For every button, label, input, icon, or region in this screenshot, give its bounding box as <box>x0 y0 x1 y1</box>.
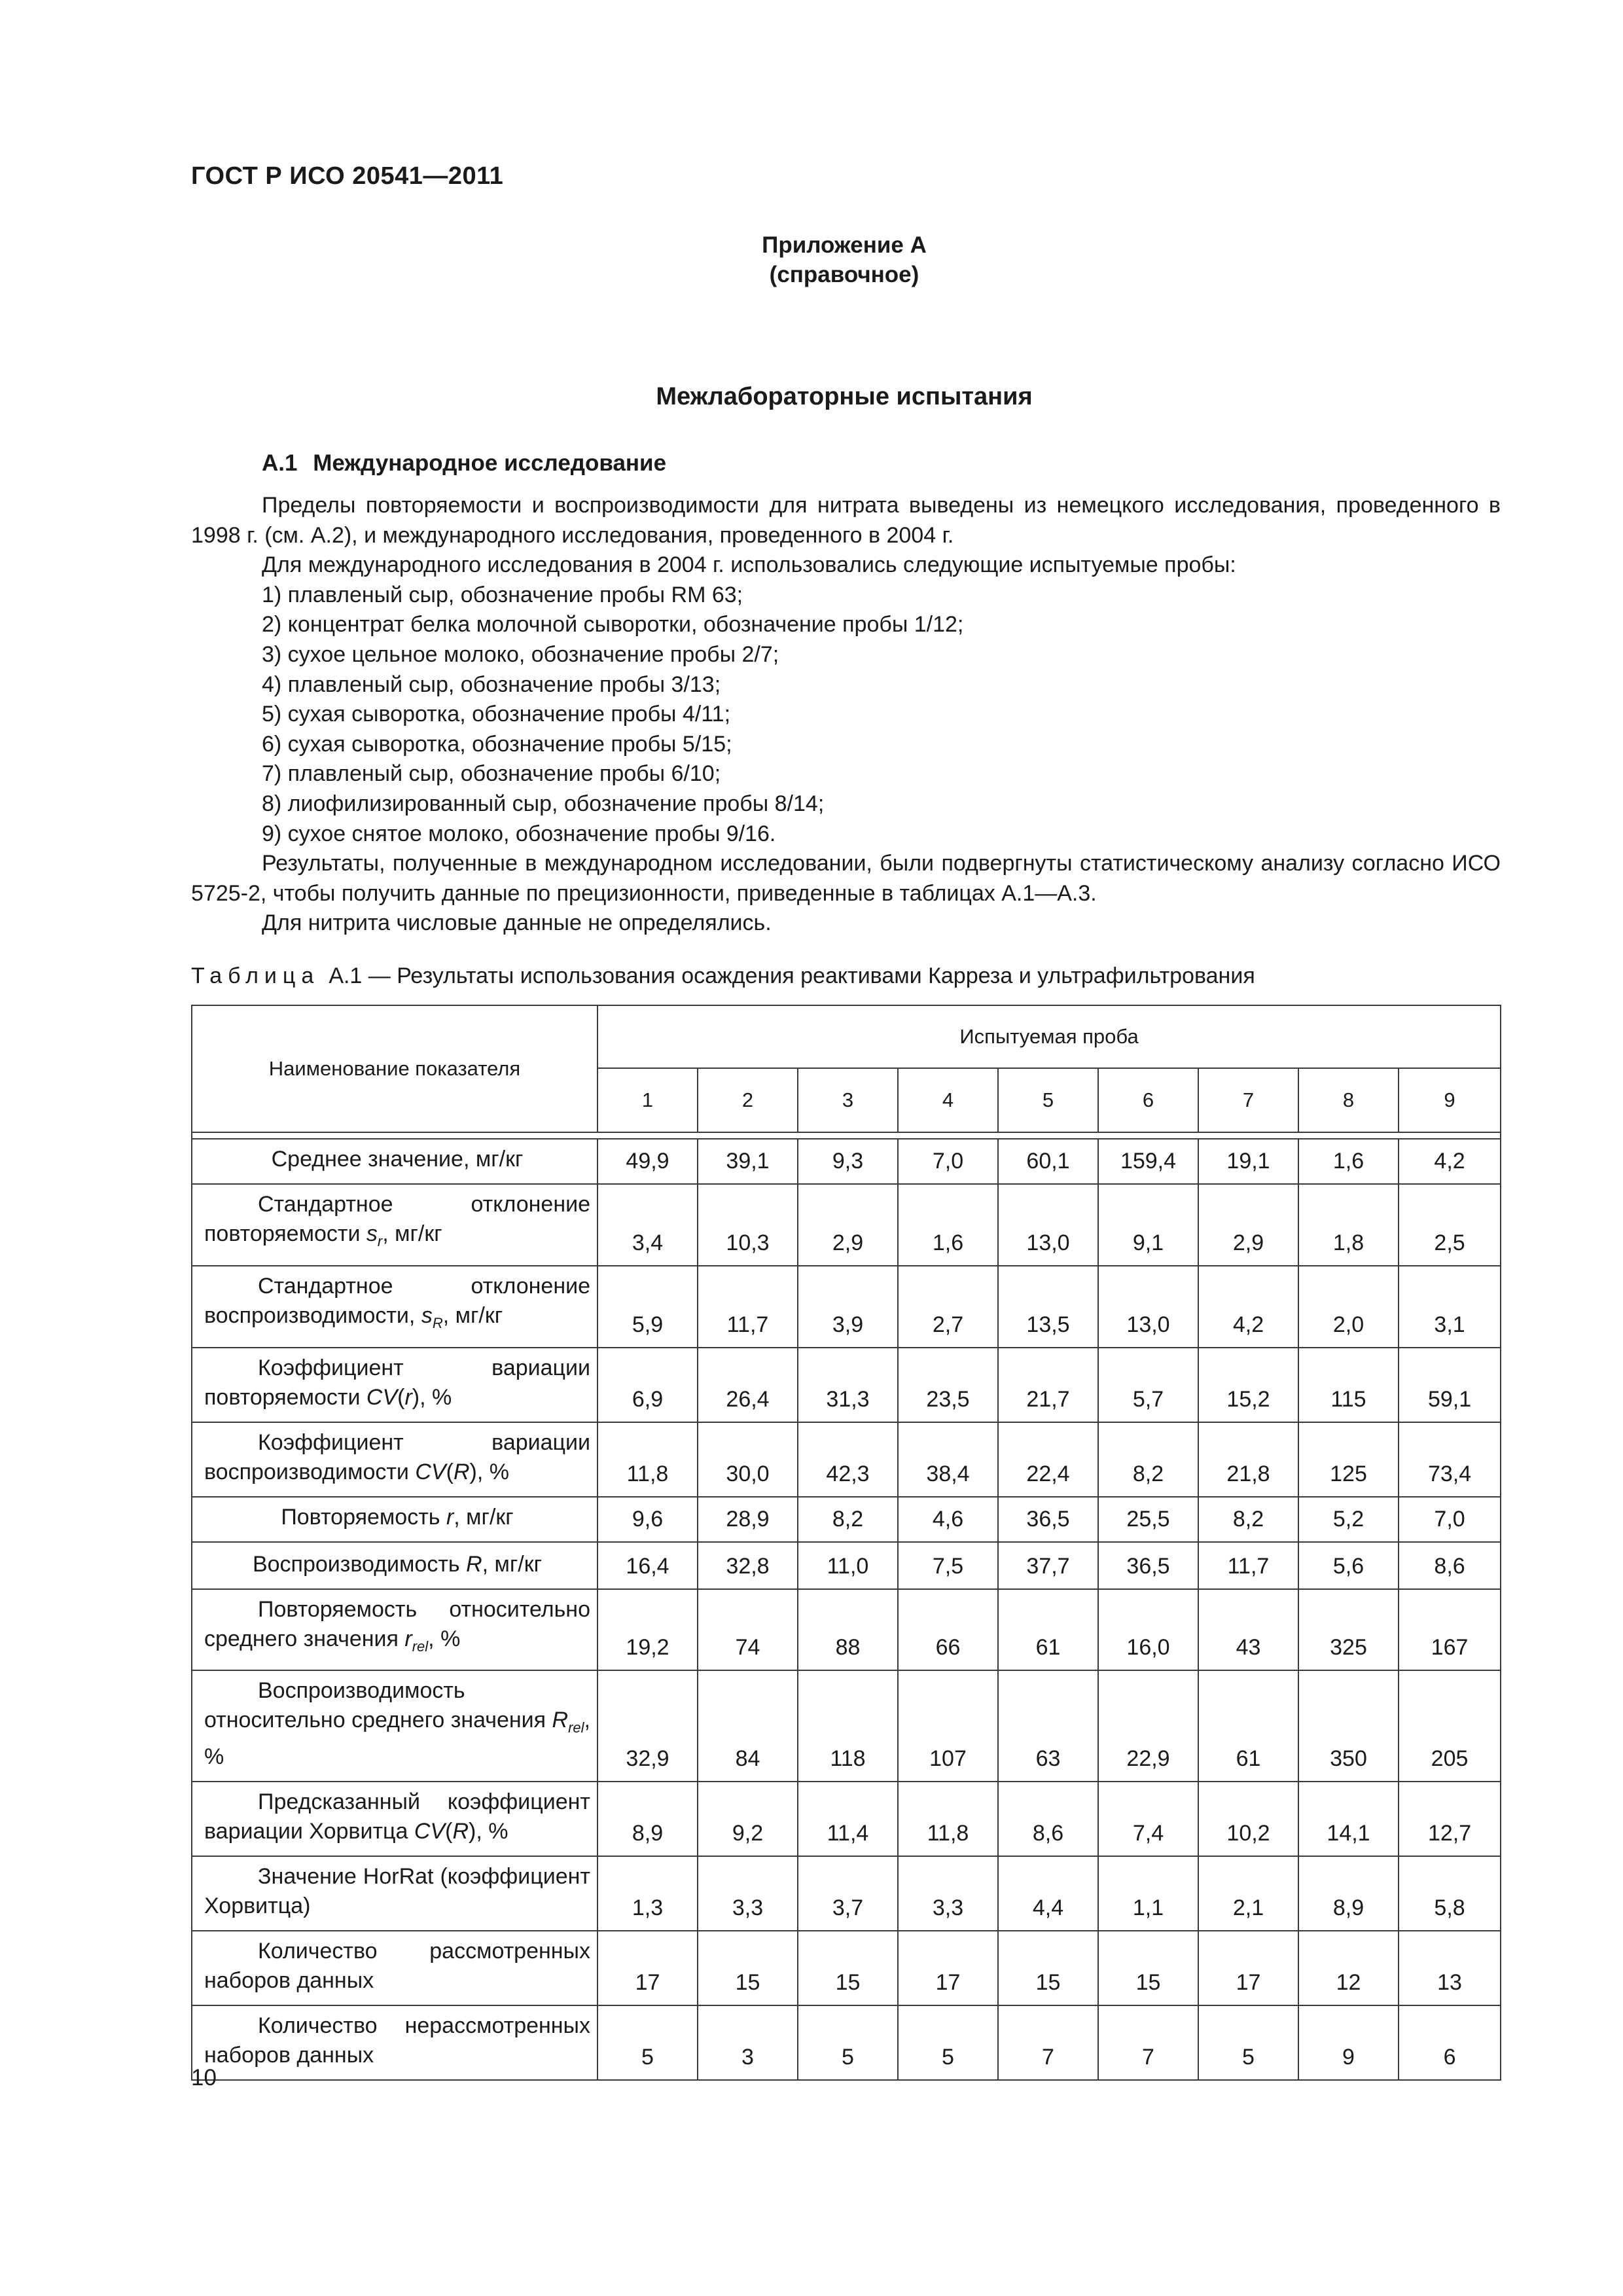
parameter-name-cell <box>192 1782 597 1856</box>
value-cell: 4,2 <box>1198 1266 1298 1348</box>
parameter-text: ( <box>446 1459 454 1484</box>
parameter-text: , мг/кг <box>442 1302 503 1328</box>
value-cell: 22,4 <box>998 1422 1098 1497</box>
parameter-text: Количество нерассмотренных наборов данных <box>204 2013 590 2068</box>
parameter-text: , % <box>428 1626 461 1651</box>
symbol-text: CV <box>414 1819 446 1844</box>
list-item: 5) сухая сыворотка, обозначение пробы 4/11; <box>262 702 731 727</box>
value-cell: 2,0 <box>1298 1266 1399 1348</box>
value-cell: 5,6 <box>1298 1542 1399 1589</box>
value-cell: 159,4 <box>1098 1139 1198 1184</box>
parameter-name-cell <box>192 1348 597 1422</box>
value-cell: 61 <box>998 1589 1098 1671</box>
value-cell: 11,7 <box>1198 1542 1298 1589</box>
value-cell: 22,9 <box>1098 1670 1198 1782</box>
parameter-name-cell <box>192 1139 597 1184</box>
symbol-text: CV <box>415 1459 446 1484</box>
value-cell: 10,3 <box>698 1184 798 1266</box>
parameter-name <box>253 1552 542 1577</box>
value-cell: 26,4 <box>698 1348 798 1422</box>
value-cell: 3 <box>698 2005 798 2080</box>
table-row <box>192 1589 1501 1671</box>
column-header-parameter: Наименование показателя <box>192 1005 597 1132</box>
value-cell: 38,4 <box>898 1422 998 1497</box>
value-cell: 60,1 <box>998 1139 1098 1184</box>
parameter-name <box>204 1676 590 1772</box>
value-cell: 30,0 <box>698 1422 798 1497</box>
subscript-text: rel <box>412 1638 429 1655</box>
value-cell: 32,8 <box>698 1542 798 1589</box>
value-cell: 8,6 <box>998 1782 1098 1856</box>
value-cell: 17 <box>898 1931 998 2005</box>
value-cell: 5 <box>898 2005 998 2080</box>
parameter-text: Коэффициент вариации повторяемости <box>204 1355 590 1410</box>
symbol-text: s <box>421 1302 433 1328</box>
value-cell: 3,1 <box>1399 1266 1501 1348</box>
list-item: 3) сухое цельное молоко, обозначение пробы 2/7; <box>262 641 779 667</box>
value-cell: 11,8 <box>898 1782 998 1856</box>
value-cell: 17 <box>1198 1931 1298 2005</box>
value-cell: 9,3 <box>798 1139 898 1184</box>
value-cell: 8,2 <box>798 1497 898 1542</box>
value-cell: 118 <box>798 1670 898 1782</box>
value-cell: 4,2 <box>1399 1139 1501 1184</box>
value-cell: 15 <box>798 1931 898 2005</box>
value-cell: 43 <box>1198 1589 1298 1671</box>
value-cell: 88 <box>798 1589 898 1671</box>
sample-header-cell: 6 <box>1098 1068 1198 1132</box>
symbol-text: CV <box>366 1384 398 1410</box>
parameter-name <box>204 1190 590 1256</box>
value-cell: 13 <box>1399 1931 1501 2005</box>
parameter-text: Предсказанный коэффициент вариации Хорвитца <box>204 1789 590 1844</box>
value-cell: 9,6 <box>597 1497 698 1542</box>
value-cell: 13,5 <box>998 1266 1098 1348</box>
table-row <box>192 1348 1501 1422</box>
table-caption-label: Таблица <box>191 963 320 988</box>
value-cell: 2,9 <box>1198 1184 1298 1266</box>
column-header-samples: Испытуемая проба <box>597 1005 1501 1068</box>
value-cell: 13,0 <box>1098 1266 1198 1348</box>
sample-header-cell: 4 <box>898 1068 998 1132</box>
parameter-name-cell <box>192 1856 597 1931</box>
value-cell: 84 <box>698 1670 798 1782</box>
parameter-name <box>204 1787 590 1846</box>
parameter-name-cell <box>192 1589 597 1671</box>
value-cell: 8,2 <box>1098 1422 1198 1497</box>
parameter-text: Значение HorRat (коэффициент Хорвитца) <box>204 1864 590 1919</box>
sample-header-cell: 3 <box>798 1068 898 1132</box>
parameter-text: Количество рассмотренных наборов данных <box>204 1939 590 1994</box>
sample-header-cell: 7 <box>1198 1068 1298 1132</box>
value-cell: 9 <box>1298 2005 1399 2080</box>
value-cell: 31,3 <box>798 1348 898 1422</box>
parameter-text: ), % <box>412 1384 452 1410</box>
value-cell: 37,7 <box>998 1542 1098 1589</box>
table-row <box>192 1856 1501 1931</box>
value-cell: 13,0 <box>998 1184 1098 1266</box>
parameter-name-cell <box>192 1542 597 1589</box>
value-cell: 74 <box>698 1589 798 1671</box>
table-row <box>192 1184 1501 1266</box>
parameter-text: Воспроизводимость <box>252 1551 467 1577</box>
parameter-name-cell <box>192 1422 597 1497</box>
symbol-text: r <box>404 1626 412 1651</box>
table-row <box>192 1497 1501 1542</box>
value-cell: 63 <box>998 1670 1098 1782</box>
parameter-text: , % <box>204 1708 590 1770</box>
value-cell: 7 <box>998 2005 1098 2080</box>
value-cell: 7,5 <box>898 1542 998 1589</box>
value-cell: 3,3 <box>698 1856 798 1931</box>
parameter-text: , мг/кг <box>482 1551 543 1577</box>
value-cell: 5,8 <box>1399 1856 1501 1931</box>
value-cell: 11,7 <box>698 1266 798 1348</box>
parameter-text: ), % <box>469 1459 509 1484</box>
parameter-name <box>281 1505 513 1530</box>
value-cell: 16,4 <box>597 1542 698 1589</box>
parameter-text: , мг/кг <box>454 1504 514 1530</box>
value-cell: 32,9 <box>597 1670 698 1782</box>
value-cell: 7,4 <box>1098 1782 1198 1856</box>
value-cell: 115 <box>1298 1348 1399 1422</box>
parameter-text: , мг/кг <box>382 1221 442 1246</box>
value-cell: 3,9 <box>798 1266 898 1348</box>
value-cell: 7,0 <box>898 1139 998 1184</box>
table-row <box>192 2005 1501 2080</box>
value-cell: 2,7 <box>898 1266 998 1348</box>
table-row <box>192 1422 1501 1497</box>
list-item: 2) концентрат белка молочной сыворотки, обозначение пробы 1/12; <box>262 612 964 637</box>
table-row <box>192 1931 1501 2005</box>
list-item: 6) сухая сыворотка, обозначение пробы 5/15; <box>262 731 732 757</box>
value-cell: 5,2 <box>1298 1497 1399 1542</box>
value-cell: 39,1 <box>698 1139 798 1184</box>
list-item: 9) сухое снятое молоко, обозначение пробы 9/16. <box>262 821 776 846</box>
value-cell: 8,9 <box>597 1782 698 1856</box>
value-cell: 325 <box>1298 1589 1399 1671</box>
table-row <box>192 1139 1501 1184</box>
parameter-name-cell <box>192 1670 597 1782</box>
list-item: 8) лиофилизированный сыр, обозначение пробы 8/14; <box>262 791 825 816</box>
value-cell: 205 <box>1399 1670 1501 1782</box>
parameter-name-cell <box>192 1266 597 1348</box>
body-text <box>191 491 1501 939</box>
parameter-name-cell <box>192 1184 597 1266</box>
paragraph: Результаты, полученные в международном исследовании, были подвергнуты статистическому анализу согласно ИСО 5725-2, чтобы получить данные по прецизионности, приведенные в таблицах А.1—А.3. <box>191 851 1501 906</box>
parameter-text: Воспроизводимость относительно среднего значения <box>204 1678 552 1733</box>
value-cell: 3,4 <box>597 1184 698 1266</box>
value-cell: 16,0 <box>1098 1589 1198 1671</box>
value-cell: 5 <box>1198 2005 1298 2080</box>
symbol-text: R <box>452 1819 469 1844</box>
value-cell: 59,1 <box>1399 1348 1501 1422</box>
parameter-name <box>204 2011 590 2070</box>
list-item: 7) плавленый сыр, обозначение пробы 6/10; <box>262 761 721 787</box>
symbol-text: R <box>466 1551 482 1577</box>
value-cell: 8,9 <box>1298 1856 1399 1931</box>
paragraph: Для международного исследования в 2004 г. использовались следующие испытуемые пробы: <box>262 552 1236 578</box>
value-cell: 1,6 <box>1298 1139 1399 1184</box>
value-cell: 2,9 <box>798 1184 898 1266</box>
value-cell: 5,7 <box>1098 1348 1198 1422</box>
table-body <box>192 1139 1501 2080</box>
table-caption <box>191 963 1255 989</box>
value-cell: 14,1 <box>1298 1782 1399 1856</box>
value-cell: 4,4 <box>998 1856 1098 1931</box>
parameter-name <box>204 1354 590 1412</box>
subscript-text: R <box>432 1314 443 1331</box>
symbol-text: R <box>453 1459 470 1484</box>
parameter-name-cell <box>192 2005 597 2080</box>
table-row <box>192 1542 1501 1589</box>
page-number: 10 <box>191 2065 217 2090</box>
parameter-name <box>204 1272 590 1338</box>
value-cell: 1,3 <box>597 1856 698 1931</box>
paragraph: Для нитрита числовые данные не определялись. <box>262 910 772 936</box>
value-cell: 167 <box>1399 1589 1501 1671</box>
value-cell: 15,2 <box>1198 1348 1298 1422</box>
value-cell: 28,9 <box>698 1497 798 1542</box>
symbol-text: r <box>446 1504 454 1530</box>
header-separator <box>192 1132 1501 1139</box>
value-cell: 3,7 <box>798 1856 898 1931</box>
value-cell: 23,5 <box>898 1348 998 1422</box>
value-cell: 25,5 <box>1098 1497 1198 1542</box>
value-cell: 2,5 <box>1399 1184 1501 1266</box>
value-cell: 19,2 <box>597 1589 698 1671</box>
parameter-text: Стандартное отклонение повторяемости <box>204 1192 590 1246</box>
sample-header-cell: 1 <box>597 1068 698 1132</box>
value-cell: 9,1 <box>1098 1184 1198 1266</box>
value-cell: 3,3 <box>898 1856 998 1931</box>
symbol-text: s <box>366 1221 378 1246</box>
table-caption-text: А.1 — Результаты использования осаждения реактивами Карреза и ультрафильтрования <box>329 963 1255 988</box>
document-code-header: ГОСТ Р ИСО 20541—2011 <box>191 162 504 190</box>
parameter-text: Повторяемость относительно среднего значения <box>204 1596 590 1651</box>
value-cell: 1,8 <box>1298 1184 1399 1266</box>
parameter-text: ), % <box>469 1819 508 1844</box>
parameter-text: Среднее значение, мг/кг <box>271 1147 524 1172</box>
parameter-name-cell <box>192 1931 597 2005</box>
value-cell: 49,9 <box>597 1139 698 1184</box>
value-cell: 7,0 <box>1399 1497 1501 1542</box>
value-cell: 21,8 <box>1198 1422 1298 1497</box>
value-cell: 15 <box>698 1931 798 2005</box>
value-cell: 9,2 <box>698 1782 798 1856</box>
value-cell: 8,6 <box>1399 1542 1501 1589</box>
section-title: Международное исследование <box>313 450 667 476</box>
parameter-name <box>204 1428 590 1487</box>
value-cell: 12,7 <box>1399 1782 1501 1856</box>
value-cell: 4,6 <box>898 1497 998 1542</box>
table-row <box>192 1782 1501 1856</box>
annex-status: (справочное) <box>769 262 919 287</box>
value-cell: 17 <box>597 1931 698 2005</box>
value-cell: 5 <box>798 2005 898 2080</box>
value-cell: 66 <box>898 1589 998 1671</box>
sample-header-cell: 9 <box>1399 1068 1501 1132</box>
parameter-name <box>204 1595 590 1661</box>
value-cell: 61 <box>1198 1670 1298 1782</box>
value-cell: 107 <box>898 1670 998 1782</box>
parameter-text: Стандартное отклонение воспроизводимости, <box>204 1273 590 1328</box>
annex-title: Приложение А <box>762 232 927 258</box>
table-row <box>192 1266 1501 1348</box>
paragraph: Пределы повторяемости и воспроизводимости для нитрата выведены из немецкого исследования, проведенного в 1998 г. (см. А.2), и международного исследования, проведенного в 2004 г. <box>191 493 1501 548</box>
value-cell: 12 <box>1298 1931 1399 2005</box>
list-item: 4) плавленый сыр, обозначение пробы 3/13; <box>262 672 721 697</box>
value-cell: 11,0 <box>798 1542 898 1589</box>
value-cell: 8,2 <box>1198 1497 1298 1542</box>
table-row <box>192 1670 1501 1782</box>
sample-header-cell: 5 <box>998 1068 1098 1132</box>
section-number: А.1 <box>262 450 298 476</box>
value-cell: 11,8 <box>597 1422 698 1497</box>
value-cell: 11,4 <box>798 1782 898 1856</box>
value-cell: 5 <box>597 2005 698 2080</box>
value-cell: 21,7 <box>998 1348 1098 1422</box>
parameter-name <box>272 1147 524 1172</box>
value-cell: 1,6 <box>898 1184 998 1266</box>
value-cell: 42,3 <box>798 1422 898 1497</box>
subscript-text: r <box>377 1232 383 1249</box>
value-cell: 2,1 <box>1198 1856 1298 1931</box>
parameter-name <box>204 1937 590 1996</box>
value-cell: 15 <box>1098 1931 1198 2005</box>
parameter-text: ( <box>445 1819 453 1844</box>
parameter-name <box>204 1862 590 1921</box>
value-cell: 15 <box>998 1931 1098 2005</box>
symbol-text: r <box>404 1384 412 1410</box>
value-cell: 350 <box>1298 1670 1399 1782</box>
parameter-text: Повторяемость <box>281 1504 446 1530</box>
value-cell: 6 <box>1399 2005 1501 2080</box>
value-cell: 125 <box>1298 1422 1399 1497</box>
value-cell: 10,2 <box>1198 1782 1298 1856</box>
results-table <box>191 1005 1501 2081</box>
value-cell: 1,1 <box>1098 1856 1198 1931</box>
parameter-text: Коэффициент вариации воспроизводимости <box>204 1429 590 1484</box>
parameter-text: ( <box>397 1384 405 1410</box>
value-cell: 6,9 <box>597 1348 698 1422</box>
value-cell: 7 <box>1098 2005 1198 2080</box>
value-cell: 36,5 <box>1098 1542 1198 1589</box>
annex-heading: Межлабораторные испытания <box>656 383 1033 410</box>
list-item: 1) плавленый сыр, обозначение пробы RM 63; <box>262 582 743 607</box>
header-separator-cell <box>192 1132 1501 1139</box>
value-cell: 36,5 <box>998 1497 1098 1542</box>
section-heading <box>262 450 666 476</box>
subscript-text: rel <box>568 1719 584 1736</box>
value-cell: 73,4 <box>1399 1422 1501 1497</box>
sample-header-cell: 8 <box>1298 1068 1399 1132</box>
value-cell: 19,1 <box>1198 1139 1298 1184</box>
symbol-text: R <box>552 1708 569 1733</box>
parameter-name-cell <box>192 1497 597 1542</box>
value-cell: 5,9 <box>597 1266 698 1348</box>
sample-header-cell: 2 <box>698 1068 798 1132</box>
